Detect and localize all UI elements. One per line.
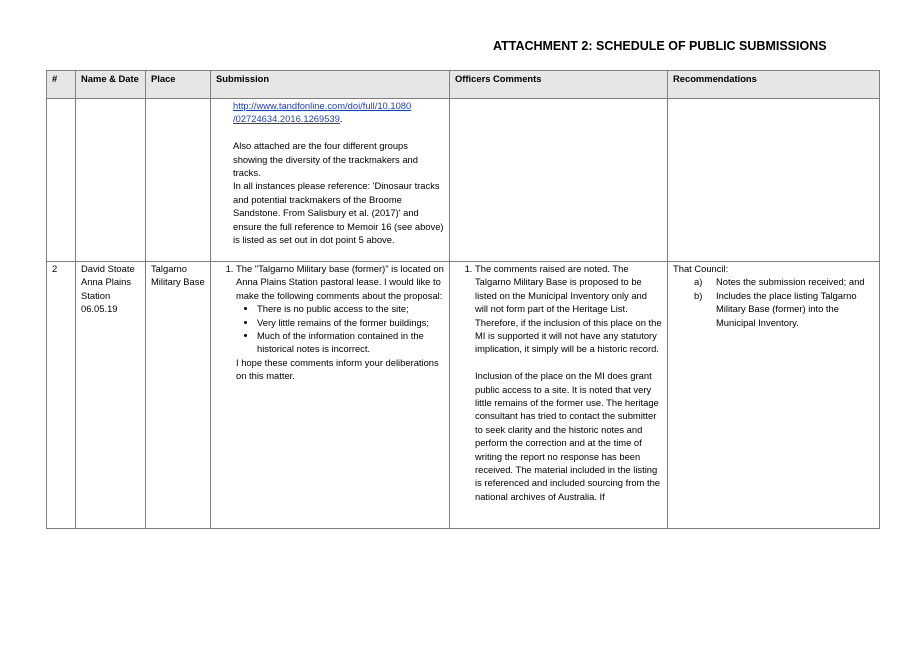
- column-header-name-date: Name & Date: [76, 71, 146, 99]
- recommendation-item: [694, 289, 874, 329]
- cell-submission: [211, 99, 450, 262]
- submission-paragraph: Also attached are the four different groups showing the diversity of the trackmakers and tracks.: [233, 140, 418, 179]
- table-row: [47, 262, 880, 529]
- cell-officers-comments: [450, 99, 668, 262]
- reference-link-line1: http://www.tandfonline.com/doi/full/10.1080: [233, 100, 412, 111]
- cell-officers-comments: [450, 262, 668, 529]
- comment-paragraph: Inclusion of the place on the MI does grant public access to a site. It is noted that very little remains of the former use. The heritage consultant has tried to contact the submitter to seek clarity and the historic notes and perform the correction and at the time of writing the report no response has been received. The material included in the listing is referenced and included sourcing from the national archives of Australia. If: [475, 370, 661, 502]
- comment-item: [475, 262, 662, 503]
- cell-number: [47, 99, 76, 262]
- column-header-place: Place: [146, 71, 211, 99]
- bullet-item: • Much of the information contained in the historical notes is incorrect.: [257, 329, 444, 356]
- cell-recommendations: [668, 99, 880, 262]
- column-header-number: #: [47, 71, 76, 99]
- comments-list: [455, 262, 662, 503]
- submission-date: 06.05.19: [81, 303, 118, 315]
- cell-place: Talgarno Military Base: [146, 262, 211, 529]
- submitter-location: Anna Plains Station: [81, 276, 132, 301]
- submission-list: [216, 262, 444, 356]
- page-title: ATTACHMENT 2: SCHEDULE OF PUBLIC SUBMISSIONS: [493, 39, 827, 53]
- submitter-name: David Stoate: [81, 263, 135, 274]
- reference-link-suffix: .: [339, 113, 343, 125]
- recommendation-item: [694, 275, 874, 288]
- column-header-officers-comments: Officers Comments: [450, 71, 668, 99]
- table-header-row: [47, 71, 880, 99]
- column-header-recommendations: Recommendations: [668, 71, 880, 99]
- recommendation-text: Includes the place listing Talgarno Military Base (former) into the Municipal Inventory.: [716, 289, 857, 328]
- reference-link[interactable]: [233, 100, 411, 124]
- column-header-submission: Submission: [211, 71, 450, 99]
- cell-number: 2: [47, 262, 76, 529]
- cell-name-date: [76, 262, 146, 529]
- cell-recommendations: [668, 262, 880, 529]
- recommendation-text: Notes the submission received; and: [716, 276, 865, 288]
- recommendation-intro: That Council:: [673, 263, 729, 274]
- table-row: [47, 99, 880, 262]
- bullet-item: • Very little remains of the former buildings;: [257, 316, 444, 329]
- cell-name-date: [76, 99, 146, 262]
- submissions-table: [46, 70, 880, 529]
- submission-bullets: [236, 302, 444, 356]
- cell-submission: [211, 262, 450, 529]
- recommendation-list: [673, 275, 874, 329]
- submission-paragraph-reference: In all instances please reference: 'Dinosaur tracks and potential trackmakers of the Broome Sandstone. From Salisbury et al. (2017)' and ensure the full reference to Memoir 16 (see above) is listed as set out in dot point 5 above.: [233, 180, 444, 246]
- submission-intro: 1. The "Talgarno Military base (former)" is located on Anna Plains Station pastoral lease. I would like to make the following comments about the proposal:: [236, 263, 444, 301]
- reference-link-line2: /02724634.2016.1269539: [233, 113, 340, 125]
- recommendation-marker: a): [694, 276, 703, 288]
- bullet-item: • There is no public access to the site;: [257, 302, 444, 315]
- submission-closing: I hope these comments inform your deliberations on this matter.: [236, 356, 439, 382]
- comment-paragraph: 1. The comments raised are noted. The Talgarno Military Base is proposed to be listed on the Municipal Inventory only and will not form part of the Heritage List. Therefore, if the inclusion of this place on the MI is supported it will not have any statutory implication, it simply will be a historic record.: [475, 263, 662, 355]
- recommendation-marker: b): [694, 289, 703, 301]
- cell-place: [146, 99, 211, 262]
- submission-item: [236, 262, 444, 356]
